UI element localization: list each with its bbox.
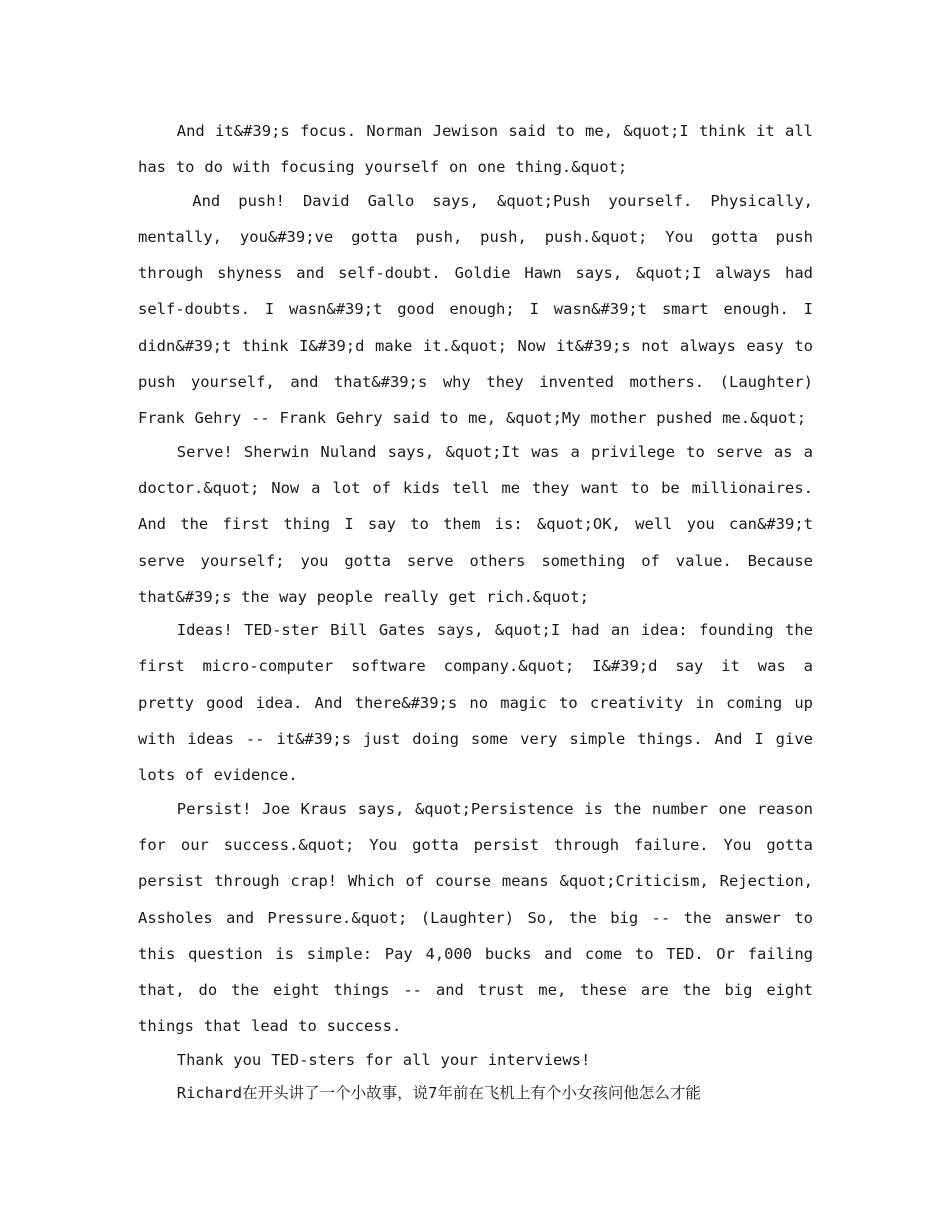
paragraph-serve: Serve! Sherwin Nuland says, &quot;It was a privilege to serve as a doctor.&quot; Now a lot of kids tell me they want to be millionaires. And the first thing I say to them is: &quot;OK, well you can&#39;t serve yourself; you gotta serve others something of value. Because that&#39;s the way people really get rich.&quot; [138, 442, 813, 606]
paragraph-persist: Persist! Joe Kraus says, &quot;Persistence is the number one reason for our success.&quot; You gotta persist through failure. You gotta persist through crap! Which of course means &quot;Criticism, Rejection, Assholes and Pressure.&quot; (Laughter) So, the big -- the answer to this question is simple: Pay 4,000 bucks and come to TED. Or failing that, do the eight things -- and trust me, these are the big eight things that lead to success. [138, 799, 813, 1036]
paragraph-thanks: Thank you TED-sters for all your interviews! [176, 1050, 591, 1069]
paragraph-focus: And it&#39;s focus. Norman Jewison said to me, &quot;I think it all has to do with focusing yourself on one thing.&quot; [138, 122, 813, 177]
paragraph-ideas: Ideas! TED-ster Bill Gates says, &quot;I had an idea: founding the first micro-computer software company.&quot; I&#39;d say it was a pretty good idea. And there&#39;s no magic to creativity in coming up with ideas -- it&#39;s just doing some very simple things. And I give lots of evidence. [138, 621, 813, 785]
paragraph-push: And push! David Gallo says, &quot;Push yourself. Physically, mentally, you&#39;ve gotta push, push, push.&quot; You gotta push through shyness and self-doubt. Goldie Hawn says, &quot;I always had self-doubts. I wasn&#39;t good enough; I wasn&#39;t smart enough. I didn&#39;t think I&#39;d make it.&quot; Now it&#39;s not always easy to push yourself, and that&#39;s why they invented mothers. (Laughter) Frank Gehry -- Frank Gehry said to me, &quot;My mother pushed me.&quot; [138, 191, 813, 428]
document-page [138, 113, 813, 1111]
paragraph-chinese-intro: Richard在开头讲了一个小故事，说7年前在飞机上有个小女孩问他怎么才能 [176, 1084, 701, 1103]
